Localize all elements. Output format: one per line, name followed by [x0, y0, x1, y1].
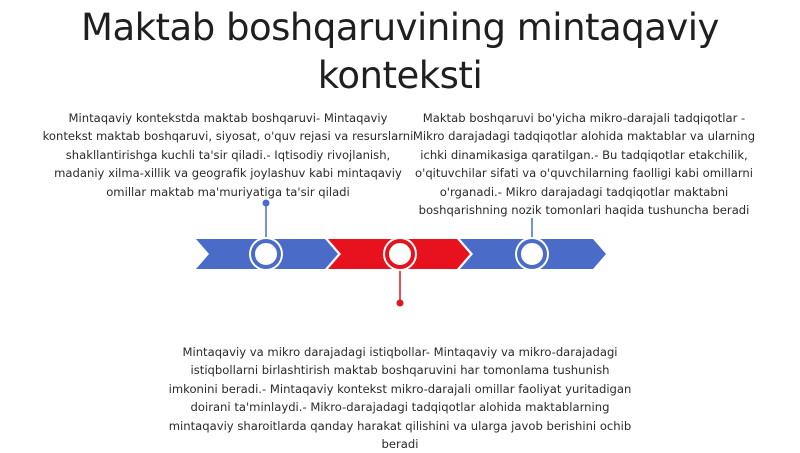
- title-line-1: Maktab boshqaruvining mintaqaviy: [81, 6, 719, 49]
- connector-dot-3: [397, 300, 404, 307]
- milestone-marker-3: [515, 237, 549, 271]
- text-block-combined-perspectives: Mintaqaviy va mikro darajadagi istiqbollar- Mintaqaviy va mikro-darajadagi istiqbollarni birlashtirish maktab boshqaruvini har tomonlama tushunish imkonini beradi.- Mintaqaviy kontekst mikro-darajali omillar faoliyat yuritadigan doirani ta'minlaydi.- Mikro-darajadagi tadqiqotlar alohida maktablarning mintaqaviy sharoitlarda qanday harakat qilishini va ularga javob berishini ochib beradi: [168, 345, 632, 452]
- milestone-marker-2: [383, 237, 417, 271]
- milestone-marker-1: [249, 237, 283, 271]
- text-block-micro-research: Maktab boshqaruvi bo'yicha mikro-darajali tadqiqotlar - Mikro darajadagi tadqiqotlar alohida maktablar va ularning ichki dinamikasiga qaratilgan.- Bu tadqiqotlar etakchilik, o'qituvchilar sifati va o'quvchilarning faolligi kabi omillarni o'rganadi.- Mikro darajadagi tadqiqotlar maktabni boshqarishning nozik tomonlari haqida tushuncha beradi: [412, 111, 756, 218]
- title-line-2: konteksti: [317, 54, 483, 97]
- text-block-regional-context: Mintaqaviy kontekstda maktab boshqaruvi- Mintaqaviy kontekst maktab boshqaruvi, siyosat, o'quv rejasi va resurslarni shakllantirishga kuchli ta'sir qiladi.- Iqtisodiy rivojlanish, madaniy xilma-xillik va geografik joylashuv kabi mintaqaviy omillar maktab ma'muriyatiga ta'sir qiladi: [42, 111, 414, 199]
